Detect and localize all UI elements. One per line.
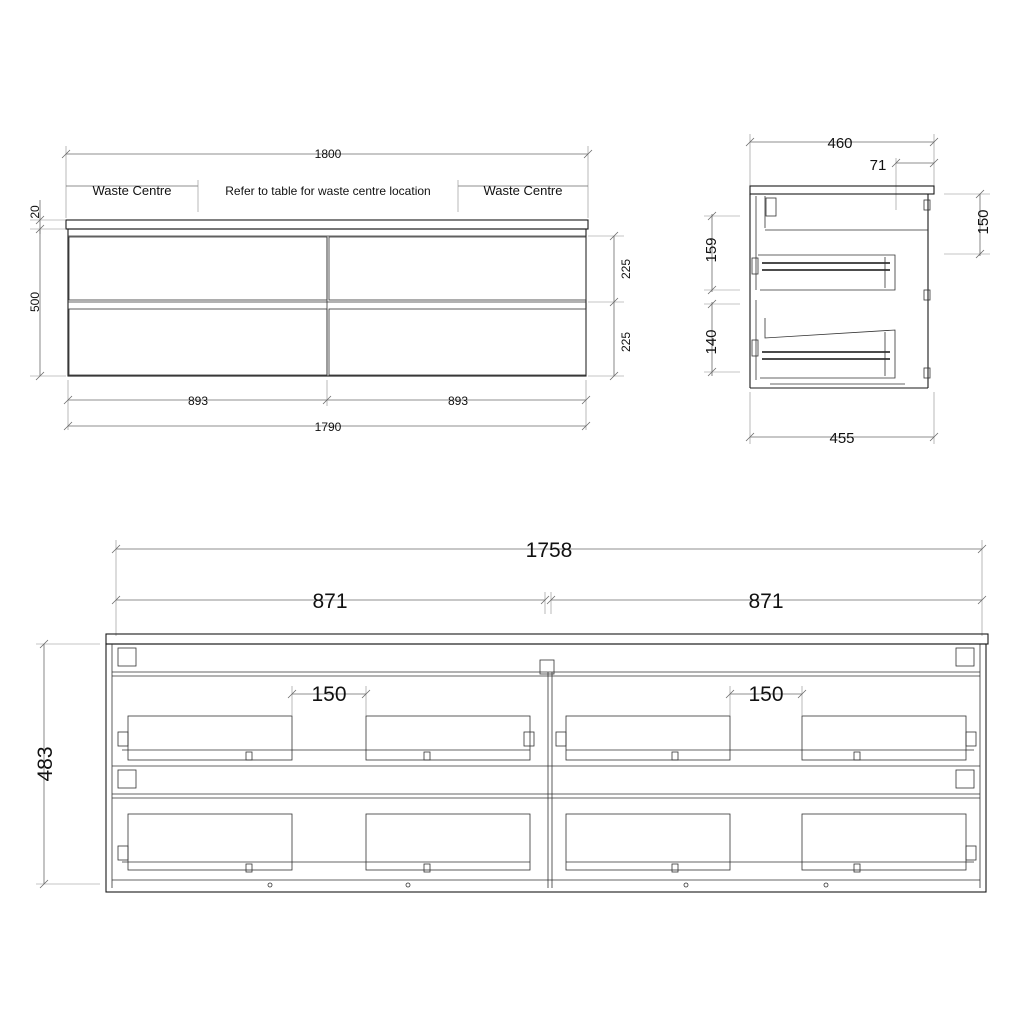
left-drawer-width-dim: 893 bbox=[187, 394, 209, 408]
lower-drawer-depth-dim: 140 bbox=[703, 329, 720, 355]
plan-right-half-dim: 871 bbox=[748, 590, 784, 613]
plan-left-gap-dim: 150 bbox=[311, 683, 347, 706]
side-view bbox=[703, 134, 992, 447]
waste-centre-note: Refer to table for waste centre location bbox=[225, 184, 431, 198]
side-height-dim: 150 bbox=[975, 209, 992, 235]
plan-overall-width-dim: 1758 bbox=[525, 539, 573, 562]
plan-view bbox=[34, 539, 988, 892]
upper-drawer-depth-dim: 159 bbox=[703, 237, 720, 263]
upper-drawer-height-dim: 225 bbox=[619, 258, 633, 280]
cabinet-width-dim: 1790 bbox=[314, 420, 342, 434]
front-height-dim: 500 bbox=[28, 291, 42, 313]
side-offset-dim: 71 bbox=[869, 157, 887, 174]
plan-right-gap-dim: 150 bbox=[748, 683, 784, 706]
plan-height-dim: 483 bbox=[34, 746, 57, 782]
side-depth-bottom-dim: 455 bbox=[829, 430, 855, 447]
top-thickness-dim: 20 bbox=[28, 205, 42, 219]
right-drawer-width-dim: 893 bbox=[447, 394, 469, 408]
side-depth-top-dim: 460 bbox=[827, 135, 853, 152]
front-overall-width: 1800 bbox=[314, 147, 342, 161]
waste-centre-right-label: Waste Centre bbox=[483, 183, 563, 198]
plan-left-half-dim: 871 bbox=[312, 590, 348, 613]
front-view bbox=[28, 146, 633, 434]
lower-drawer-height-dim: 225 bbox=[619, 331, 633, 353]
waste-centre-left-label: Waste Centre bbox=[92, 183, 172, 198]
